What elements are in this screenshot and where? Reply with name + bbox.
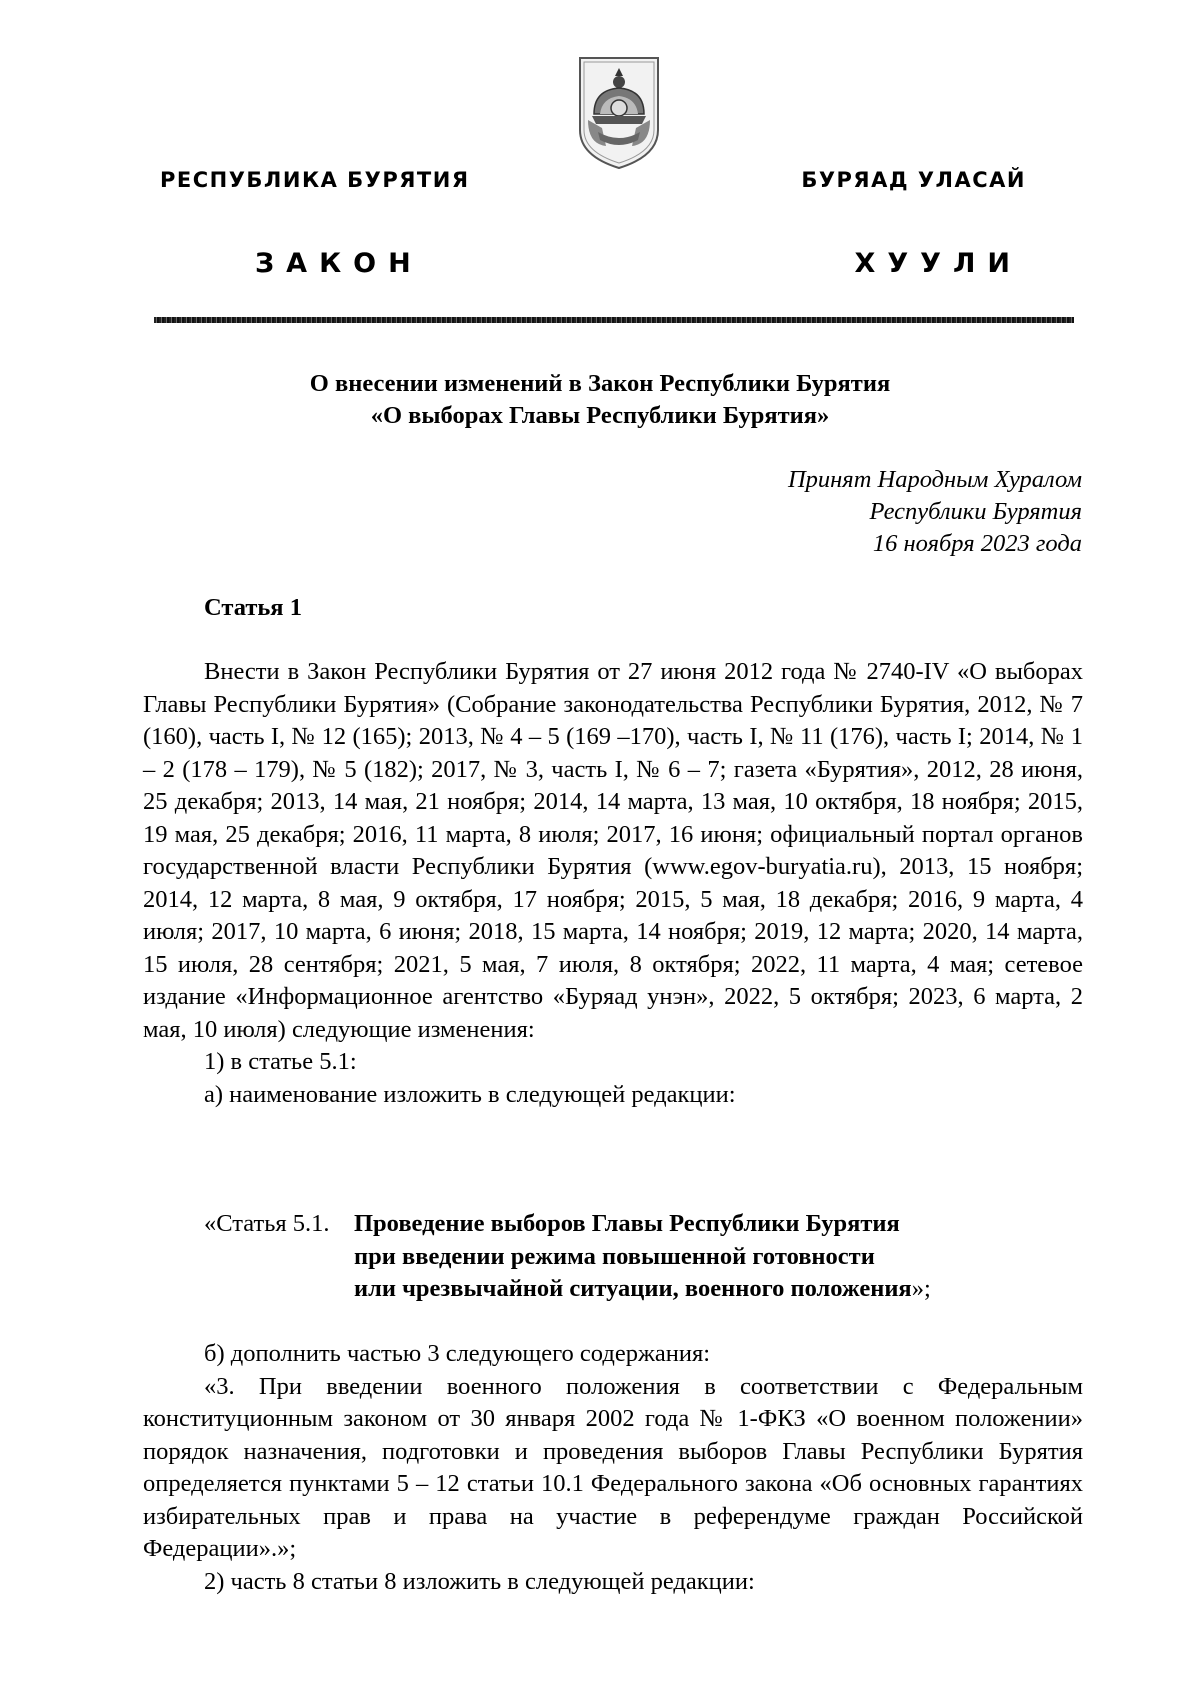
article-body-part-2 <box>143 1338 1083 1598</box>
state-name-buryat: БУРЯАД УЛАСАЙ <box>801 168 1026 192</box>
adoption-line-2: Республики Бурятия <box>869 498 1082 525</box>
article-5-1-title-line-1: Проведение выборов Главы Республики Бурятия <box>354 1210 900 1237</box>
part-3-paragraph: «3. При введении военного положения в соответствии с Федеральным конституционным законом от 30 января 2002 года № 1-ФКЗ «О военном положении» порядок назначения, подготовки и проведения выборов Главы Республики Бурятия определяется пунктами 5 – 12 статьи 10.1 Федерального закона «Об основных гарантиях избирательных прав и права на участие в референдуме граждан Российской Федерации».»; <box>143 1372 1083 1562</box>
article-5-1-title <box>354 1208 974 1306</box>
doc-type-russian: ЗАКОН <box>255 248 423 279</box>
document-title <box>0 368 1200 432</box>
title-line-2: «О выборах Главы Республики Бурятия» <box>370 402 830 429</box>
adoption-date: 16 ноября 2023 года <box>872 530 1082 557</box>
doc-type-buryat: ХУУЛИ <box>854 248 1022 279</box>
article-5-1-title-line-3 <box>354 1273 974 1306</box>
article-5-1-title-tail: »; <box>911 1275 931 1302</box>
header-divider <box>154 317 1074 323</box>
item-1a: а) наименование изложить в следующей редакции: <box>204 1080 736 1108</box>
item-1: 1) в статье 5.1: <box>204 1048 357 1075</box>
article-5-1-title-line-3-text: или чрезвычайной ситуации, военного положения <box>354 1275 912 1302</box>
article-5-1-title-line-2: при введении режима повышенной готовности <box>354 1242 875 1270</box>
adoption-line-1: Принят Народным Хуралом <box>787 466 1082 493</box>
article-intro-paragraph: Внести в Закон Республики Бурятия от 27 июня 2012 года № 2740-IV «О выборах Главы Республики Бурятия» (Собрание законодательства Республики Бурятия, 2012, № 7 (160), часть I, № 12 (165); 2013, № 4 – 5 (169 –170), часть I, № 11 (176), часть I; 2014, № 1 – 2 (178 – 179), № 5 (182); 2017, № 3, часть I, № 6 – 7; газета «Бурятия», 2012, 28 июня, 25 декабря; 2013, 14 мая, 21 ноября; 2014, 14 марта, 13 мая, 10 октября, 18 ноября; 2015, 19 мая, 25 декабря; 2016, 11 марта, 8 июля; 2017, 16 июня; официальный портал органов государственной власти Республики Бурятия (www.egov-buryatia.ru), 2013, 15 ноября; 2014, 12 марта, 8 мая, 9 октября, 17 ноября; 2015, 5 мая, 18 декабря; 2016, 9 марта, 4 июля; 2017, 10 марта, 6 июня; 2018, 15 марта, 14 ноября; 2019, 12 марта; 2020, 14 марта, 15 июля, 28 сентября; 2021, 5 мая, 7 июля, 8 октября; 2022, 11 марта, 4 мая; сетевое издание «Информационное агентство «Буряад унэн», 2022, 5 октября; 2023, 6 марта, 2 мая, 10 июля) следующие изменения: <box>143 658 1083 1043</box>
title-line-1: О внесении изменений в Закон Республики Бурятия <box>309 370 891 397</box>
adoption-note <box>788 464 1082 560</box>
item-2: 2) часть 8 статьи 8 изложить в следующей редакции: <box>204 1567 755 1595</box>
state-name-russian: РЕСПУБЛИКА БУРЯТИЯ <box>160 168 470 192</box>
article-heading: Статья 1 <box>204 594 302 621</box>
buryatia-coat-of-arms-icon <box>572 52 666 172</box>
item-1b: б) дополнить частью 3 следующего содержания: <box>204 1340 711 1367</box>
article-body-part-1 <box>143 656 1083 1111</box>
article-5-1-label: «Статья 5.1. <box>204 1210 330 1237</box>
